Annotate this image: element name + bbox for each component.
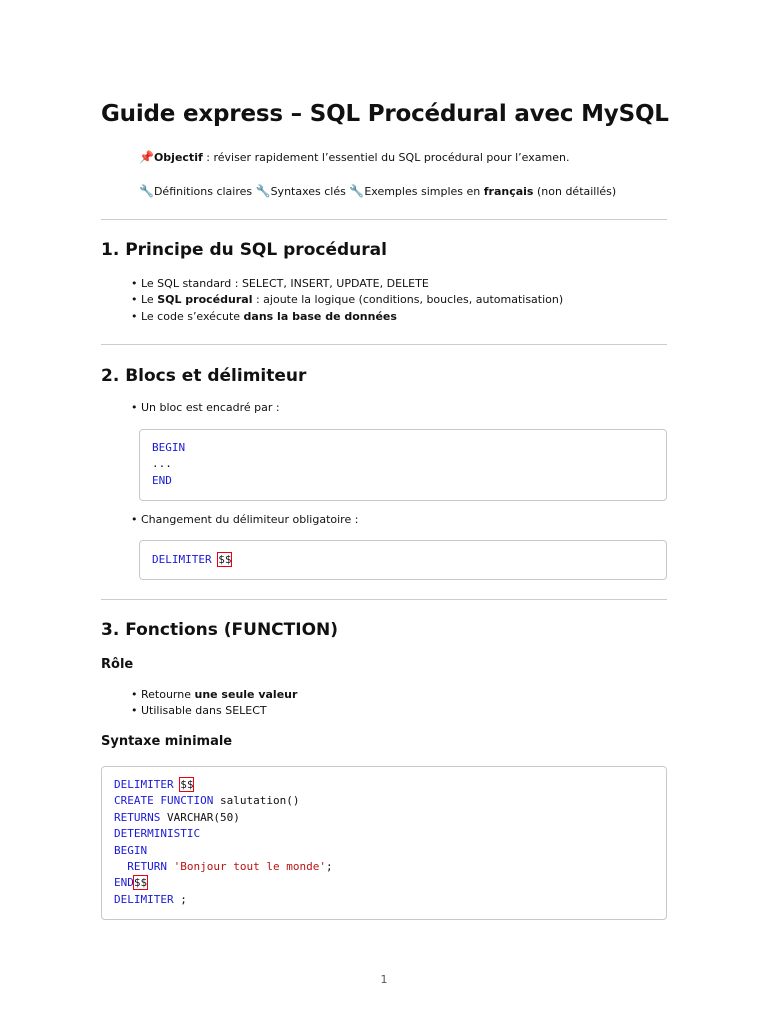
code-block-function: DELIMITER $$ CREATE FUNCTION salutation() RETURNS VARCHAR(50) DETERMINISTIC BEGIN RETURN 'Bonjour tout le monde'; END$$ DELIMITER ;	[101, 766, 667, 920]
feature-syntaxes: Syntaxes clés	[270, 185, 350, 198]
syntaxe-heading: Syntaxe minimale	[101, 734, 233, 749]
feature-non-detailles: (non détaillés)	[533, 185, 617, 198]
wrench-icon: 🔧	[139, 184, 154, 198]
divider	[101, 219, 667, 220]
objectif-text: : réviser rapidement l’essentiel du SQL procédural pour l’examen.	[202, 151, 570, 164]
code-block-delimiter: DELIMITER $$	[139, 540, 667, 580]
s3-bullet-1: • Retourne une seule valeur	[131, 688, 298, 701]
divider	[101, 599, 667, 600]
section-2-title: 2. Blocs et délimiteur	[101, 366, 307, 386]
feature-exemples: Exemples simples en	[364, 185, 484, 198]
s3-bullet-2: • Utilisable dans SELECT	[131, 704, 267, 717]
divider	[101, 344, 667, 345]
s1-bullet-2: • Le SQL procédural : ajoute la logique (conditions, boucles, automatisation)	[131, 293, 564, 306]
role-heading: Rôle	[101, 657, 134, 672]
section-1-title: 1. Principe du SQL procédural	[101, 240, 387, 260]
document-title: Guide express – SQL Procédural avec MySQL	[101, 101, 669, 127]
feature-definitions: Définitions claires	[153, 185, 256, 198]
section-3-title: 3. Fonctions (FUNCTION)	[101, 620, 339, 640]
features-line	[139, 183, 616, 200]
feature-francais: français	[483, 185, 534, 198]
wrench-icon: 🔧	[255, 184, 271, 198]
page-number: 1	[380, 973, 388, 986]
s2-bullet-1: • Un bloc est encadré par :	[131, 401, 280, 414]
pin-icon: 📌	[139, 150, 154, 164]
s2-bullet-2: • Changement du délimiteur obligatoire :	[131, 513, 359, 526]
objectif-label: Objectif	[153, 151, 203, 164]
code-block-begin-end: BEGIN ... END	[139, 429, 667, 501]
objectif-line	[139, 149, 569, 166]
wrench-icon: 🔧	[349, 184, 365, 198]
s1-bullet-3: • Le code s’exécute dans la base de données	[131, 310, 397, 323]
s1-bullet-1: • Le SQL standard : SELECT, INSERT, UPDATE, DELETE	[131, 277, 429, 290]
